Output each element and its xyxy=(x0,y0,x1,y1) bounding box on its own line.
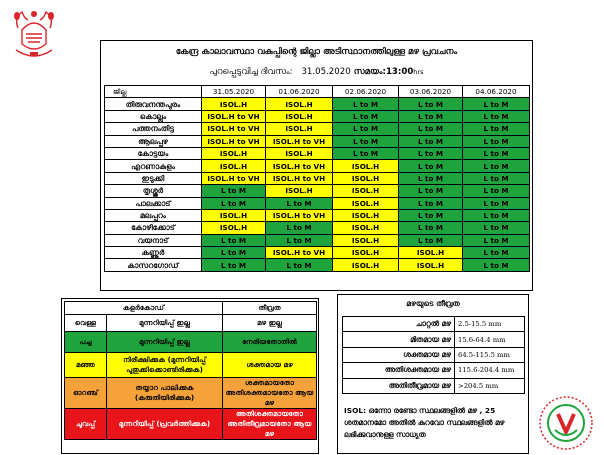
forecast-cell: L to M xyxy=(399,234,463,246)
forecast-cell: L to M xyxy=(463,197,530,209)
table-row xyxy=(105,234,530,246)
legend-color-name: പച്ച xyxy=(65,332,107,353)
forecast-cell: ISOL.H to VH xyxy=(266,209,333,221)
legend-row xyxy=(65,409,317,440)
intensity-label: അതിശക്തമായ മഴ xyxy=(343,363,455,378)
district-name: കാസറഗോഡ് xyxy=(105,259,202,271)
forecast-cell: L to M xyxy=(399,185,463,197)
forecast-cell: L to M xyxy=(266,197,333,209)
date-column-header: 01.06.2020 xyxy=(266,86,333,98)
legend-code-header: കളർകോഡ് xyxy=(65,302,223,315)
district-name: വയനാട് xyxy=(105,234,202,246)
intensity-value: 15.6-64.4 mm xyxy=(455,332,525,347)
forecast-cell: L to M xyxy=(463,147,530,159)
intensity-value: 64.5-115.5 mm xyxy=(455,347,525,362)
forecast-cell: L to M xyxy=(202,185,266,197)
forecast-cell: ISOL.H to VH xyxy=(266,172,333,184)
forecast-cell: ISOL.H xyxy=(266,123,333,135)
forecast-cell: L to M xyxy=(463,185,530,197)
forecast-cell: ISOL.H to VH xyxy=(266,135,333,147)
table-row xyxy=(105,98,530,110)
forecast-cell: L to M xyxy=(463,259,530,271)
table-row xyxy=(105,135,530,147)
intensity-table xyxy=(342,316,525,394)
table-row xyxy=(105,185,530,197)
date-column-header: 04.06.2020 xyxy=(463,86,530,98)
color-code-legend xyxy=(61,298,319,454)
table-row xyxy=(105,197,530,209)
table-row xyxy=(105,172,530,184)
table-row xyxy=(105,247,530,259)
district-name: എറണാകുളം xyxy=(105,160,202,172)
rainfall-intensity-panel xyxy=(337,294,529,454)
intensity-row xyxy=(343,317,525,332)
forecast-cell: ISOL.H xyxy=(266,185,333,197)
intensity-title: മഴയുടെ തീവ്രത xyxy=(406,299,460,308)
district-name: മലപ്പുറം xyxy=(105,209,202,221)
forecast-cell: L to M xyxy=(463,234,530,246)
forecast-cell: L to M xyxy=(399,222,463,234)
table-row xyxy=(105,110,530,122)
table-row xyxy=(105,123,530,135)
intensity-value: 2.5-15.5 mm xyxy=(455,317,525,332)
forecast-cell: L to M xyxy=(399,160,463,172)
issued-date: 31.05.2020 xyxy=(301,67,351,77)
district-name: കൊല്ലം xyxy=(105,110,202,122)
forecast-cell: L to M xyxy=(399,209,463,221)
legend-header-row xyxy=(65,302,317,315)
forecast-cell: L to M xyxy=(463,160,530,172)
forecast-cell: L to M xyxy=(202,197,266,209)
forecast-cell: L to M xyxy=(463,172,530,184)
time-label: സമയം: xyxy=(353,67,386,77)
forecast-cell: ISOL.H xyxy=(202,160,266,172)
legend-color-name: മഞ്ഞ xyxy=(65,353,107,378)
legend-row xyxy=(65,353,317,378)
intensity-value: >204.5 mm xyxy=(455,378,525,393)
legend-severity: മഴ ഇല്ല xyxy=(223,315,317,332)
forecast-cell: L to M xyxy=(202,247,266,259)
forecast-cell: ISOL.H xyxy=(333,172,399,184)
legend-table xyxy=(64,301,317,440)
forecast-cell: ISOL.H xyxy=(202,98,266,110)
forecast-header-row xyxy=(105,86,530,98)
legend-row xyxy=(65,378,317,409)
forecast-cell: L to M xyxy=(399,98,463,110)
time-unit: hrs xyxy=(413,68,424,76)
forecast-cell: ISOL.H xyxy=(333,247,399,259)
forecast-cell: L to M xyxy=(399,123,463,135)
intensity-row xyxy=(343,347,525,362)
forecast-cell: ISOL.H xyxy=(399,259,463,271)
legend-row xyxy=(65,332,317,353)
forecast-cell: L to M xyxy=(202,259,266,271)
forecast-cell: ISOL.H xyxy=(399,247,463,259)
forecast-cell: ISOL.H to VH xyxy=(202,135,266,147)
legend-severity-header: തീവ്രത xyxy=(223,302,317,315)
district-column-header: ജില്ല xyxy=(105,86,202,98)
forecast-cell: ISOL.H xyxy=(333,259,399,271)
district-name: ആലപ്പുഴ xyxy=(105,135,202,147)
intensity-row xyxy=(343,332,525,347)
legend-severity: നേരിയതോതിൽ xyxy=(223,332,317,353)
forecast-cell: ISOL.H xyxy=(333,160,399,172)
forecast-cell: L to M xyxy=(333,98,399,110)
forecast-cell: L to M xyxy=(266,234,333,246)
forecast-cell: L to M xyxy=(399,172,463,184)
legend-color-name: വെള്ള xyxy=(65,315,107,332)
isol-note: ISOL: ഒന്നോ രണ്ടോ സ്ഥലങ്ങളിൽ മഴ , 25 ശതമാനമോ അതിൽ കുറവോ സ്ഥലങ്ങളിൽ മഴ ലഭിക്കുവാനുള്ള സാധ്യത xyxy=(344,406,505,439)
table-row xyxy=(105,147,530,159)
forecast-cell: ISOL.H to VH xyxy=(202,110,266,122)
forecast-cell: L to M xyxy=(333,135,399,147)
forecast-cell: L to M xyxy=(266,259,333,271)
intensity-label: അതിതീവ്രമായ മഴ xyxy=(343,378,455,393)
forecast-cell: ISOL.H xyxy=(333,185,399,197)
forecast-cell: L to M xyxy=(399,147,463,159)
forecast-cell: L to M xyxy=(463,98,530,110)
date-column-header: 03.06.2020 xyxy=(399,86,463,98)
forecast-cell: ISOL.H xyxy=(333,197,399,209)
legend-row xyxy=(65,315,317,332)
district-name: പാലക്കാട് xyxy=(105,197,202,209)
forecast-cell: ISOL.H xyxy=(266,147,333,159)
forecast-cell: ISOL.H xyxy=(333,234,399,246)
district-name: കോട്ടയം xyxy=(105,147,202,159)
legend-severity: അതിശക്തമായതോ അതിതീവ്രമായതോ ആയ മഴ xyxy=(223,409,317,440)
legend-meaning: മുന്നറിയിപ്പ് (പ്രവർത്തിക്കുക) xyxy=(107,409,223,440)
forecast-cell: L to M xyxy=(463,123,530,135)
forecast-cell: ISOL.H xyxy=(333,222,399,234)
forecast-title: കേന്ദ്ര കാലാവസ്ഥാ വകുപ്പിന്റെ ജില്ലാ അടിസ്ഥാനത്തിലുള്ള മഴ പ്രവചനം xyxy=(175,47,458,57)
district-name: തിരുവനന്തപുരം xyxy=(105,98,202,110)
intensity-label: ചാറ്റൽ മഴ xyxy=(343,317,455,332)
issued-label: പുറപ്പെടുവിച്ച ദിവസം: xyxy=(209,67,293,77)
forecast-cell: L to M xyxy=(463,110,530,122)
legend-meaning: തയ്യാറ പാലിക്കുക (കരുതിയിരിക്കുക) xyxy=(107,378,223,409)
district-name: തൃശ്ശൂർ xyxy=(105,185,202,197)
district-name: കണ്ണൂർ xyxy=(105,247,202,259)
forecast-cell: L to M xyxy=(463,209,530,221)
date-column-header: 02.06.2020 xyxy=(333,86,399,98)
legend-meaning: നിരീക്ഷിക്കുക (മുന്നറിയിപ്പ് പുതുക്കിക്കൊണ്ടിരിക്കുക) xyxy=(107,353,223,378)
table-row xyxy=(105,222,530,234)
forecast-cell: L to M xyxy=(333,110,399,122)
forecast-cell: L to M xyxy=(399,197,463,209)
issued-line xyxy=(101,67,532,77)
legend-color-name: ചുവപ്പ് xyxy=(65,409,107,440)
kerala-sdma-logo-icon xyxy=(537,394,595,452)
forecast-cell: L to M xyxy=(463,222,530,234)
forecast-cell: ISOL.H xyxy=(202,222,266,234)
forecast-cell: ISOL.H xyxy=(202,209,266,221)
legend-meaning: മുന്നറിയിപ്പ് ഇല്ല xyxy=(107,332,223,353)
forecast-cell: L to M xyxy=(463,247,530,259)
forecast-cell: ISOL.H to VH xyxy=(266,160,333,172)
time-value: 13:00 xyxy=(385,67,414,77)
forecast-cell: L to M xyxy=(333,147,399,159)
forecast-table xyxy=(104,85,530,272)
intensity-label: ശക്തമായ മഴ xyxy=(343,347,455,362)
intensity-row xyxy=(343,363,525,378)
forecast-cell: ISOL.H xyxy=(333,209,399,221)
forecast-cell: ISOL.H to VH xyxy=(266,247,333,259)
forecast-cell: ISOL.H xyxy=(202,147,266,159)
district-name: പത്തനംതിട്ട xyxy=(105,123,202,135)
forecast-cell: ISOL.H to VH xyxy=(202,123,266,135)
legend-meaning: മുന്നറിയിപ്പ് ഇല്ല xyxy=(107,315,223,332)
forecast-cell: L to M xyxy=(266,222,333,234)
intensity-value: 115.6-204.4 mm xyxy=(455,363,525,378)
legend-severity: ശക്തമായ മഴ xyxy=(223,353,317,378)
forecast-cell: L to M xyxy=(463,135,530,147)
intensity-label: മിതമായ മഴ xyxy=(343,332,455,347)
table-row xyxy=(105,209,530,221)
forecast-cell: ISOL.H to VH xyxy=(202,172,266,184)
district-name: ഇടുക്കി xyxy=(105,172,202,184)
forecast-cell: ISOL.H xyxy=(266,110,333,122)
intensity-row xyxy=(343,378,525,393)
district-name: കോഴിക്കോട് xyxy=(105,222,202,234)
forecast-cell: L to M xyxy=(399,135,463,147)
table-row xyxy=(105,160,530,172)
legend-severity: ശക്തമായതോ അതിശക്തമായതോ ആയ മഴ xyxy=(223,378,317,409)
date-column-header: 31.05.2020 xyxy=(202,86,266,98)
forecast-cell: ISOL.H xyxy=(266,98,333,110)
legend-color-name: ഓറഞ്ച് xyxy=(65,378,107,409)
forecast-panel xyxy=(100,40,533,291)
table-row xyxy=(105,259,530,271)
forecast-cell: L to M xyxy=(333,123,399,135)
forecast-cell: L to M xyxy=(202,234,266,246)
forecast-cell: L to M xyxy=(399,110,463,122)
kerala-emblem-icon xyxy=(10,8,58,60)
